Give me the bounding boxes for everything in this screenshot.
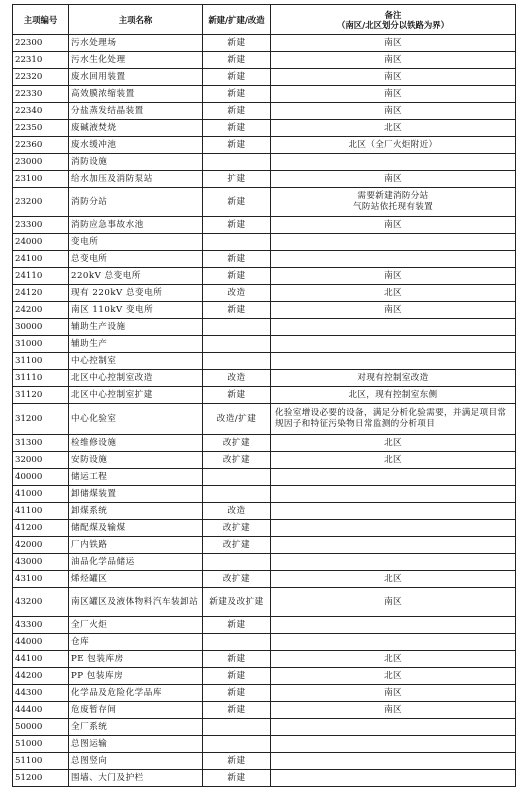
- table-row: [13, 86, 516, 103]
- table-row: [13, 188, 516, 217]
- cell-note: [271, 336, 516, 353]
- cell-code: 23200: [13, 188, 69, 217]
- cell-code: 44100: [13, 651, 69, 668]
- cell-type: [203, 554, 271, 571]
- cell-code: 44200: [13, 668, 69, 685]
- table-row: [13, 486, 516, 503]
- table-row: [13, 336, 516, 353]
- cell-type: 新建: [203, 103, 271, 120]
- table-row: [13, 154, 516, 171]
- cell-code: 31120: [13, 387, 69, 404]
- cell-code: 43300: [13, 617, 69, 634]
- cell-code: 41100: [13, 503, 69, 520]
- cell-type: 新建: [203, 69, 271, 86]
- cell-name: 安防设施: [69, 452, 203, 469]
- cell-type: 改扩建: [203, 520, 271, 537]
- cell-code: 24120: [13, 285, 69, 302]
- cell-type: [203, 634, 271, 651]
- table-row: [13, 353, 516, 370]
- table-row: [13, 387, 516, 404]
- cell-name: 辅助生产: [69, 336, 203, 353]
- cell-code: 32000: [13, 452, 69, 469]
- cell-code: 41200: [13, 520, 69, 537]
- table-row: [13, 251, 516, 268]
- cell-type: 新建: [203, 651, 271, 668]
- cell-type: 新建: [203, 251, 271, 268]
- table-row: [13, 404, 516, 435]
- cell-type: [203, 234, 271, 251]
- cell-code: 51100: [13, 753, 69, 770]
- cell-code: 44300: [13, 685, 69, 702]
- table-row: [13, 370, 516, 387]
- table-row: [13, 469, 516, 486]
- cell-name: PP 包装库房: [69, 668, 203, 685]
- table-row: [13, 634, 516, 651]
- cell-code: 51000: [13, 736, 69, 753]
- header-code: 主项编号: [13, 5, 69, 35]
- cell-type: 新建: [203, 753, 271, 770]
- table-row: [13, 171, 516, 188]
- cell-code: 44000: [13, 634, 69, 651]
- cell-code: 22300: [13, 35, 69, 52]
- cell-name: 北区中心控制室扩建: [69, 387, 203, 404]
- cell-name: 南区罐区及液体物料汽车装卸站: [69, 588, 203, 617]
- table-row: [13, 302, 516, 319]
- cell-code: 51200: [13, 770, 69, 787]
- table-row: [13, 736, 516, 753]
- table-row: [13, 35, 516, 52]
- cell-note: [271, 154, 516, 171]
- table-row: [13, 268, 516, 285]
- cell-note: 南区: [271, 35, 516, 52]
- cell-code: 22310: [13, 52, 69, 69]
- table-row: [13, 702, 516, 719]
- cell-code: 22360: [13, 137, 69, 154]
- cell-note: 南区: [271, 69, 516, 86]
- cell-code: 31300: [13, 435, 69, 452]
- table-row: [13, 520, 516, 537]
- cell-name: 消防应急事故水池: [69, 217, 203, 234]
- cell-type: 新建: [203, 52, 271, 69]
- cell-code: 24200: [13, 302, 69, 319]
- cell-name: 消防分站: [69, 188, 203, 217]
- cell-name: 总图运输: [69, 736, 203, 753]
- cell-note: 北区，现有控制室东侧: [271, 387, 516, 404]
- cell-code: 50000: [13, 719, 69, 736]
- cell-name: 卸储煤装置: [69, 486, 203, 503]
- table-header-row: [13, 5, 516, 35]
- cell-type: [203, 719, 271, 736]
- cell-code: 24100: [13, 251, 69, 268]
- cell-type: [203, 736, 271, 753]
- cell-type: 新建: [203, 617, 271, 634]
- cell-note: [271, 753, 516, 770]
- cell-name: 废水回用装置: [69, 69, 203, 86]
- cell-type: 新建: [203, 86, 271, 103]
- cell-code: 42000: [13, 537, 69, 554]
- cell-type: 改扩建: [203, 537, 271, 554]
- table-row: [13, 685, 516, 702]
- cell-name: 卸煤系统: [69, 503, 203, 520]
- project-table: [12, 4, 516, 787]
- cell-name: 储运工程: [69, 469, 203, 486]
- cell-note: 南区: [271, 217, 516, 234]
- cell-name: 储配煤及输煤: [69, 520, 203, 537]
- table-row: [13, 103, 516, 120]
- cell-name: 烯烃罐区: [69, 571, 203, 588]
- table-row: [13, 285, 516, 302]
- cell-note: 南区: [271, 702, 516, 719]
- cell-code: 23000: [13, 154, 69, 171]
- cell-code: 30000: [13, 319, 69, 336]
- table-row: [13, 120, 516, 137]
- table-row: [13, 554, 516, 571]
- cell-code: 23300: [13, 217, 69, 234]
- table-row: [13, 668, 516, 685]
- cell-code: 43200: [13, 588, 69, 617]
- table-row: [13, 617, 516, 634]
- cell-name: 废碱液焚烧: [69, 120, 203, 137]
- cell-type: 新建: [203, 188, 271, 217]
- cell-name: 辅助生产设施: [69, 319, 203, 336]
- table-row: [13, 753, 516, 770]
- cell-code: 43000: [13, 554, 69, 571]
- cell-type: 改扩建: [203, 435, 271, 452]
- cell-code: 44400: [13, 702, 69, 719]
- cell-note: 南区: [271, 52, 516, 69]
- cell-name: 消防设施: [69, 154, 203, 171]
- cell-code: 31000: [13, 336, 69, 353]
- cell-code: 22340: [13, 103, 69, 120]
- cell-note: [271, 353, 516, 370]
- cell-note: 南区: [271, 302, 516, 319]
- cell-name: PE 包装库房: [69, 651, 203, 668]
- cell-type: 改扩建: [203, 452, 271, 469]
- cell-note: 北区: [271, 571, 516, 588]
- cell-type: 新建及改扩建: [203, 588, 271, 617]
- cell-note: 北区: [271, 651, 516, 668]
- table-row: [13, 651, 516, 668]
- cell-note: [271, 617, 516, 634]
- table-row: [13, 770, 516, 787]
- cell-name: 化学品及危险化学品库: [69, 685, 203, 702]
- table-row: [13, 137, 516, 154]
- cell-code: 22320: [13, 69, 69, 86]
- cell-code: 24110: [13, 268, 69, 285]
- cell-name: 油品化学品储运: [69, 554, 203, 571]
- cell-name: 总图竖向: [69, 753, 203, 770]
- cell-code: 23100: [13, 171, 69, 188]
- table-row: [13, 719, 516, 736]
- cell-note: 对现有控制室改造: [271, 370, 516, 387]
- header-note: [271, 5, 516, 35]
- cell-name: 中心化验室: [69, 404, 203, 435]
- cell-type: 改造: [203, 370, 271, 387]
- cell-code: 31200: [13, 404, 69, 435]
- cell-code: 40000: [13, 469, 69, 486]
- header-name: 主项名称: [69, 5, 203, 35]
- cell-type: 新建: [203, 120, 271, 137]
- cell-name: 厂内铁路: [69, 537, 203, 554]
- cell-name: 现有 220kV 总变电所: [69, 285, 203, 302]
- cell-name: 污水生化处理: [69, 52, 203, 69]
- cell-type: 新建: [203, 137, 271, 154]
- cell-code: 24000: [13, 234, 69, 251]
- header-type: 新建/扩建/改造: [203, 5, 271, 35]
- cell-name: 检维修设施: [69, 435, 203, 452]
- cell-name: 高效膜浓缩装置: [69, 86, 203, 103]
- cell-type: [203, 469, 271, 486]
- cell-type: 新建: [203, 702, 271, 719]
- cell-type: [203, 486, 271, 503]
- cell-note: 北区: [271, 435, 516, 452]
- cell-note: 南区: [271, 86, 516, 103]
- table-row: [13, 52, 516, 69]
- table-row: [13, 69, 516, 86]
- cell-note: [271, 634, 516, 651]
- cell-note: [271, 469, 516, 486]
- table-row: [13, 588, 516, 617]
- cell-note: [271, 319, 516, 336]
- table-row: [13, 503, 516, 520]
- table-row: [13, 571, 516, 588]
- cell-note: [271, 554, 516, 571]
- cell-name: 废水缓冲池: [69, 137, 203, 154]
- table-row: [13, 234, 516, 251]
- cell-note: [271, 503, 516, 520]
- table-row: [13, 435, 516, 452]
- cell-name: 变电所: [69, 234, 203, 251]
- cell-type: [203, 154, 271, 171]
- cell-type: 改造/扩建: [203, 404, 271, 435]
- cell-type: 新建: [203, 302, 271, 319]
- table-row: [13, 217, 516, 234]
- cell-note: [271, 736, 516, 753]
- cell-note: 化验室增设必要的设备，满足分析化验需要，并满足项目常规因子和特征污染物日常监测的分析项目: [271, 404, 516, 435]
- cell-type: [203, 336, 271, 353]
- cell-type: 新建: [203, 387, 271, 404]
- cell-name: 中心控制室: [69, 353, 203, 370]
- cell-type: 新建: [203, 35, 271, 52]
- cell-type: 新建: [203, 217, 271, 234]
- cell-code: 22330: [13, 86, 69, 103]
- cell-name: 全厂火炬: [69, 617, 203, 634]
- cell-code: 31100: [13, 353, 69, 370]
- cell-type: 新建: [203, 668, 271, 685]
- cell-type: [203, 319, 271, 336]
- cell-code: 22350: [13, 120, 69, 137]
- cell-note: 北区: [271, 668, 516, 685]
- cell-type: 改造: [203, 285, 271, 302]
- cell-note: 南区: [271, 171, 516, 188]
- cell-type: 新建: [203, 685, 271, 702]
- cell-note: [271, 537, 516, 554]
- cell-code: 41000: [13, 486, 69, 503]
- cell-note: [271, 520, 516, 537]
- cell-name: 全厂系统: [69, 719, 203, 736]
- cell-name: 污水处理场: [69, 35, 203, 52]
- cell-note: 南区: [271, 588, 516, 617]
- cell-note: [271, 770, 516, 787]
- table-row: [13, 537, 516, 554]
- cell-note: [271, 719, 516, 736]
- cell-type: 改扩建: [203, 571, 271, 588]
- cell-code: 43100: [13, 571, 69, 588]
- cell-note: 需要新建消防分站 气防站依托现有装置: [271, 188, 516, 217]
- cell-name: 给水加压及消防泵站: [69, 171, 203, 188]
- cell-type: 新建: [203, 770, 271, 787]
- cell-name: 危废暂存间: [69, 702, 203, 719]
- cell-name: 南区 110kV 变电所: [69, 302, 203, 319]
- cell-type: 新建: [203, 268, 271, 285]
- cell-name: 分盐蒸发结晶装置: [69, 103, 203, 120]
- cell-note: [271, 486, 516, 503]
- cell-type: 改造: [203, 503, 271, 520]
- cell-note: 北区: [271, 452, 516, 469]
- cell-code: 31110: [13, 370, 69, 387]
- cell-name: 总变电所: [69, 251, 203, 268]
- cell-note: 北区: [271, 120, 516, 137]
- cell-name: 仓库: [69, 634, 203, 651]
- cell-name: 220kV 总变电所: [69, 268, 203, 285]
- cell-note: 南区: [271, 685, 516, 702]
- table-row: [13, 319, 516, 336]
- cell-note: 北区: [271, 285, 516, 302]
- header-note-text: 备注 （南区/北区划分以铁路为界）: [337, 9, 449, 30]
- cell-note: 北区（全厂火炬附近）: [271, 137, 516, 154]
- table-body: [13, 35, 516, 787]
- cell-note: 南区: [271, 103, 516, 120]
- cell-name: 北区中心控制室改造: [69, 370, 203, 387]
- cell-type: [203, 353, 271, 370]
- table-row: [13, 452, 516, 469]
- cell-name: 围墙、大门及护栏: [69, 770, 203, 787]
- cell-note: 南区: [271, 268, 516, 285]
- cell-note: [271, 234, 516, 251]
- cell-type: 扩建: [203, 171, 271, 188]
- cell-note: [271, 251, 516, 268]
